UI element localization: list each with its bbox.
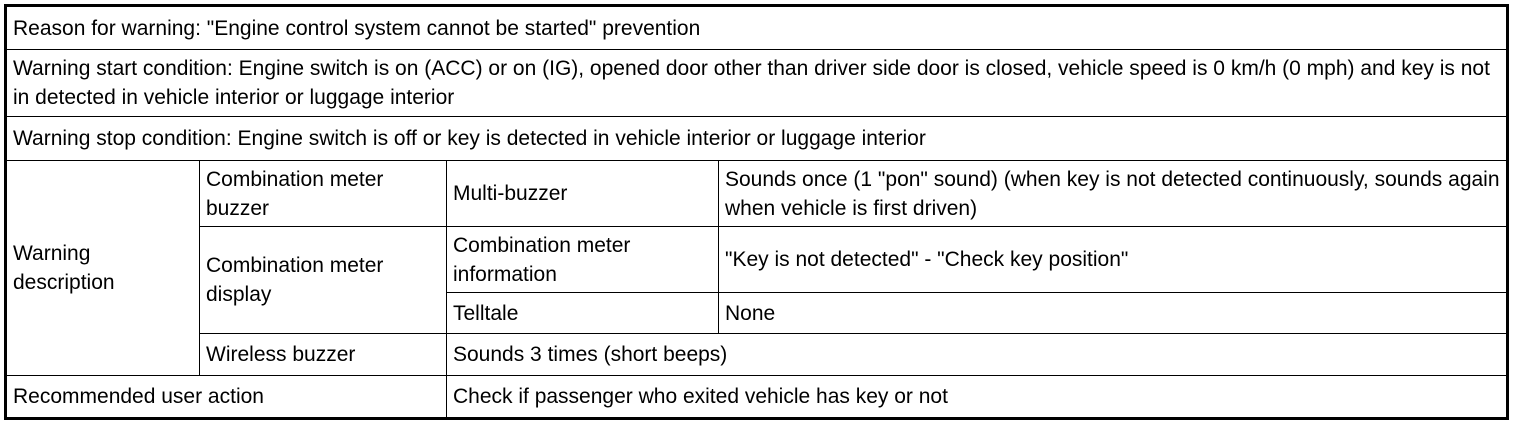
combination-meter-information-detail: "Key is not detected" - "Check key position" bbox=[719, 227, 1508, 293]
wireless-buzzer-label: Wireless buzzer bbox=[200, 334, 447, 376]
wireless-buzzer-row bbox=[6, 334, 1508, 376]
recommended-action-label: Recommended user action bbox=[6, 376, 447, 419]
warning-description-label: Warning description bbox=[6, 161, 200, 376]
start-condition-cell: Warning start condition: Engine switch is on (ACC) or on (IG), opened door other than driver side door is closed, vehicle speed is 0 km/h (0 mph) and key is not in detected in vehicle interior or luggage interior bbox=[6, 50, 1508, 117]
stop-condition-cell: Warning stop condition: Engine switch is off or key is detected in vehicle interior or luggage interior bbox=[6, 117, 1508, 161]
combination-meter-information-label: Combination meter information bbox=[447, 227, 719, 293]
combination-meter-display-label: Combination meter display bbox=[200, 227, 447, 334]
warning-table bbox=[4, 4, 1509, 420]
combination-meter-buzzer-label: Combination meter buzzer bbox=[200, 161, 447, 227]
wireless-buzzer-detail: Sounds 3 times (short beeps) bbox=[447, 334, 1508, 376]
reason-row bbox=[6, 6, 1508, 50]
buzzer-row bbox=[6, 161, 1508, 227]
multi-buzzer-label: Multi-buzzer bbox=[447, 161, 719, 227]
recommended-action-row bbox=[6, 376, 1508, 419]
start-condition-row bbox=[6, 50, 1508, 117]
stop-condition-row bbox=[6, 117, 1508, 161]
multi-buzzer-detail: Sounds once (1 "pon" sound) (when key is not detected continuously, sounds again when vehicle is first driven) bbox=[719, 161, 1508, 227]
telltale-label: Telltale bbox=[447, 293, 719, 334]
reason-cell: Reason for warning: "Engine control system cannot be started" prevention bbox=[6, 6, 1508, 50]
telltale-detail: None bbox=[719, 293, 1508, 334]
recommended-action-detail: Check if passenger who exited vehicle has key or not bbox=[447, 376, 1508, 419]
display-information-row bbox=[6, 227, 1508, 293]
